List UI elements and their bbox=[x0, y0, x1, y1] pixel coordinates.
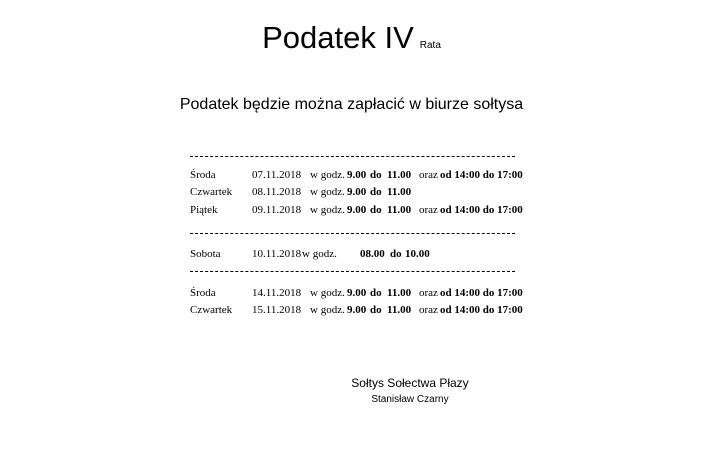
title-suffix: Rata bbox=[419, 40, 441, 51]
row-hours-label: w godz. bbox=[310, 304, 345, 316]
row-from: 9.00 bbox=[347, 169, 367, 181]
row-to: 10.00 bbox=[405, 248, 430, 260]
row-and-label: oraz bbox=[419, 169, 438, 181]
title-main: Podatek IV bbox=[262, 20, 414, 55]
row-day: Sobota bbox=[190, 248, 221, 260]
row-extra-hours: od 14:00 do 17:00 bbox=[440, 169, 523, 181]
row-date: 09.11.2018 bbox=[252, 204, 302, 216]
row-extra-hours: od 14:00 do 17:00 bbox=[440, 304, 523, 316]
separator-line bbox=[190, 233, 515, 234]
page-subtitle: Podatek będzie można zapłacić w biurze sołtysa bbox=[179, 96, 524, 113]
row-to-label: do bbox=[390, 248, 402, 260]
row-to: 11.00 bbox=[387, 304, 412, 316]
row-to: 11.00 bbox=[387, 287, 412, 299]
row-from: 9.00 bbox=[347, 287, 367, 299]
row-day: Środa bbox=[190, 169, 216, 181]
separator-line bbox=[190, 271, 515, 272]
row-extra-hours: od 14:00 do 17:00 bbox=[440, 287, 523, 299]
row-and-label: oraz bbox=[419, 204, 438, 216]
schedule-row bbox=[190, 246, 530, 262]
row-hours-label: w godz. bbox=[310, 287, 345, 299]
page-title bbox=[0, 20, 703, 56]
row-day: Czwartek bbox=[190, 304, 233, 316]
row-date: 15.11.2018 bbox=[252, 304, 302, 316]
row-to-label: do bbox=[370, 287, 382, 299]
row-extra-hours: od 14:00 do 17:00 bbox=[440, 204, 523, 216]
row-and-label: oraz bbox=[419, 304, 438, 316]
row-from: 9.00 bbox=[347, 186, 367, 198]
row-and-label: oraz bbox=[419, 287, 438, 299]
signature-name: Stanisław Czarny bbox=[371, 394, 449, 405]
schedule-row bbox=[190, 167, 530, 183]
row-hours-label: w godz. . bbox=[310, 204, 351, 216]
row-from: 9.00 bbox=[347, 304, 367, 316]
schedule-row bbox=[190, 302, 530, 318]
row-hours-label: w godz. bbox=[302, 248, 337, 260]
row-day: Piątek bbox=[190, 204, 218, 216]
row-day: Czwartek bbox=[190, 186, 233, 198]
row-hours-label: w godz. . bbox=[310, 186, 351, 198]
schedule-row bbox=[190, 184, 530, 200]
row-date: 07.11.2018 bbox=[252, 169, 302, 181]
row-from: 9.00 bbox=[347, 204, 367, 216]
schedule-row bbox=[190, 285, 530, 301]
row-to: 11.00 bbox=[387, 169, 412, 181]
row-to-label: do bbox=[370, 186, 382, 198]
signature-title: Sołtys Sołectwa Płazy bbox=[351, 376, 469, 390]
row-to: 11.00 bbox=[387, 186, 412, 198]
row-date: 10.11.2018 bbox=[252, 248, 302, 260]
separator-line bbox=[190, 156, 515, 157]
row-date: 08.11.2018 bbox=[252, 186, 302, 198]
row-to-label: do bbox=[370, 169, 382, 181]
row-to-label: do bbox=[370, 304, 382, 316]
row-to-label: do bbox=[370, 204, 382, 216]
schedule-row bbox=[190, 202, 530, 218]
row-from: 08.00 bbox=[360, 248, 385, 260]
row-to: 11.00 bbox=[387, 204, 412, 216]
row-day: Środa bbox=[190, 287, 216, 299]
row-date: 14.11.2018 bbox=[252, 287, 302, 299]
row-hours-label: w godz. bbox=[310, 169, 345, 181]
